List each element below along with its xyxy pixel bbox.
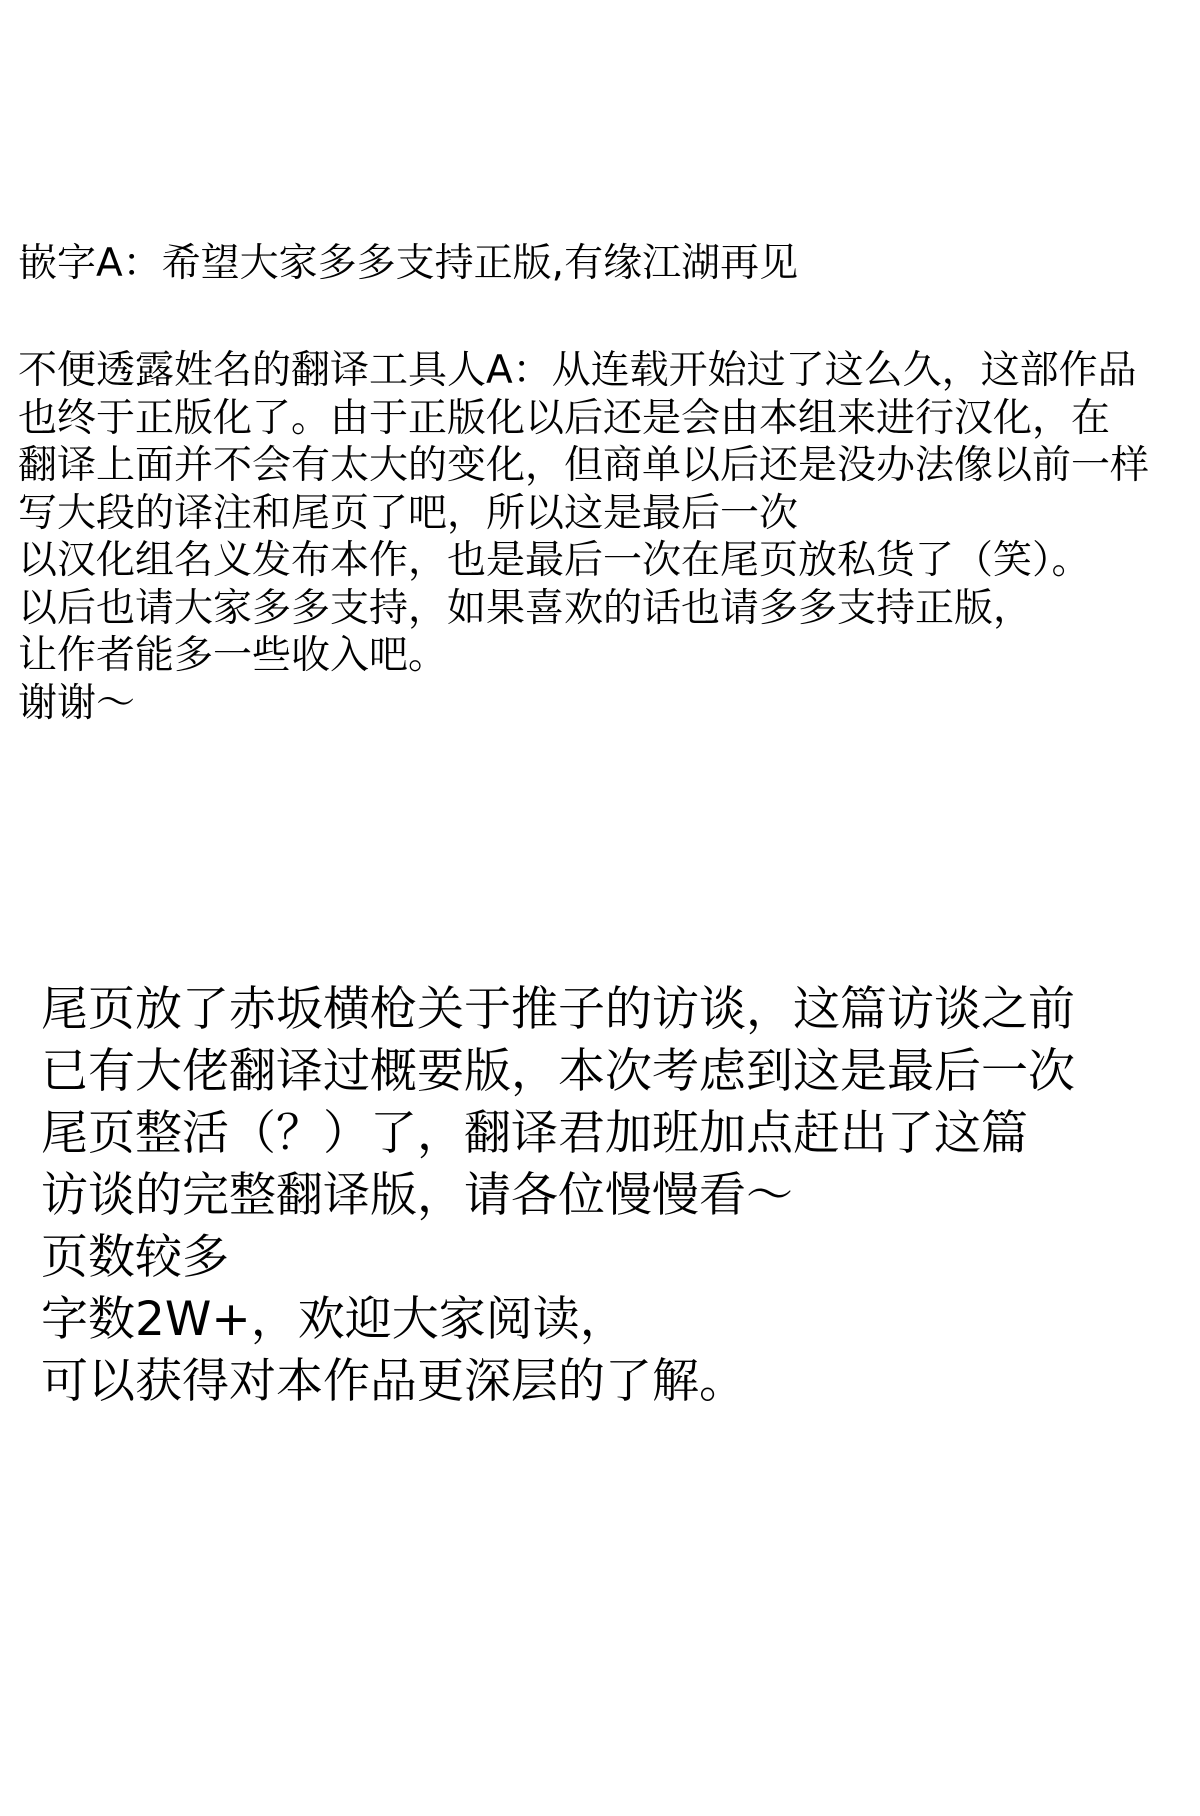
interview-note-line: 可以获得对本作品更深层的了解。 [41,1354,746,1409]
interview-note [41,979,1075,1413]
interview-note-line: 尾页整活（？）了，翻译君加班加点赶出了这篇 [41,1106,1028,1161]
interview-note-line: 已有大佬翻译过概要版，本次考虑到这是最后一次 [41,1044,1075,1099]
embed-note-line: 嵌字A：希望大家多多支持正版,有缘江湖再见 [18,241,799,286]
interview-note-line: 尾页放了赤坂横枪关于推子的访谈，这篇访谈之前 [41,982,1075,1037]
translator-note-line: 以后也请大家多多支持，如果喜欢的话也请多多支持正版， [18,585,1033,631]
translator-note-line: 谢谢～ [18,680,136,726]
interview-note-line: 字数2W+，欢迎大家阅读， [41,1292,627,1347]
translator-note-line: 以汉化组名义发布本作，也是最后一次在尾页放私货了（笑）。 [18,538,1091,583]
translator-note-line: 翻译上面并不会有太大的变化，但商单以后还是没办法像以前一样 [18,443,1150,488]
translator-note-line: 也终于正版化了。由于正版化以后还是会由本组来进行汉化，在 [18,395,1111,441]
translator-note-line: 不便透露姓名的翻译工具人A：从连载开始过了这么久，这部作品 [18,348,1137,393]
translator-note-line: 让作者能多一些收入吧。 [18,633,448,678]
embed-note [18,240,798,288]
translator-note-line: 写大段的译注和尾页了吧，所以这是最后一次 [18,490,799,536]
interview-note-line: 页数较多 [41,1230,229,1285]
interview-note-line: 访谈的完整翻译版，请各位慢慢看～ [41,1168,793,1223]
translator-note [18,347,1149,727]
